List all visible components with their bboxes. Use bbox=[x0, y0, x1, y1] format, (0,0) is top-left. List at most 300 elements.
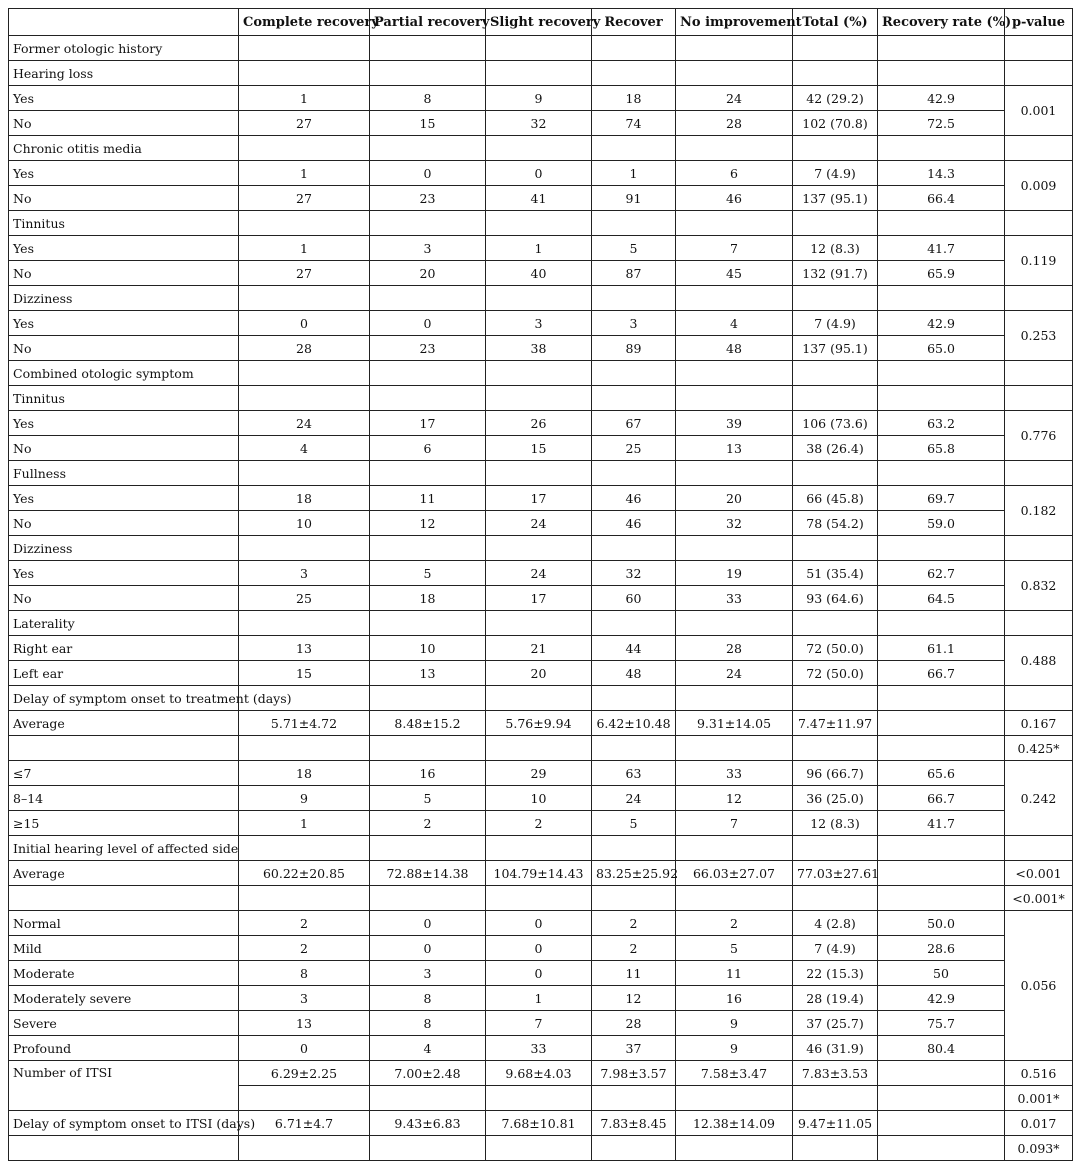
cell: 12 (8.3) bbox=[793, 236, 878, 261]
table-row bbox=[9, 586, 1073, 611]
cell: 41.7 bbox=[878, 236, 1005, 261]
cell: 18 bbox=[592, 86, 676, 111]
row-label: Yes bbox=[9, 561, 239, 586]
cell: 62.7 bbox=[878, 561, 1005, 586]
cell: 26 bbox=[486, 411, 592, 436]
row-label: Severe bbox=[9, 1011, 239, 1036]
row-label: No bbox=[9, 336, 239, 361]
cell: 27 bbox=[239, 261, 370, 286]
cell: 67 bbox=[592, 411, 676, 436]
table-row bbox=[9, 711, 1073, 736]
cell: 44 bbox=[592, 636, 676, 661]
cell: 72.88±14.38 bbox=[370, 861, 486, 886]
row-label: Right ear bbox=[9, 636, 239, 661]
p-value-cell: 0.242 bbox=[1005, 761, 1073, 836]
cell: 11 bbox=[592, 961, 676, 986]
cell: 1 bbox=[239, 161, 370, 186]
p-value-cell: <0.001 bbox=[1005, 861, 1073, 886]
cell: 20 bbox=[486, 661, 592, 686]
cell: 36 (25.0) bbox=[793, 786, 878, 811]
cell: 18 bbox=[239, 761, 370, 786]
cell: 3 bbox=[370, 236, 486, 261]
cell: 42.9 bbox=[878, 311, 1005, 336]
cell: 2 bbox=[239, 936, 370, 961]
cell: 50.0 bbox=[878, 911, 1005, 936]
cell: 3 bbox=[486, 311, 592, 336]
table-row bbox=[9, 636, 1073, 661]
header-blank bbox=[9, 9, 239, 36]
cell: 102 (70.8) bbox=[793, 111, 878, 136]
cell: 61.1 bbox=[878, 636, 1005, 661]
p-value-cell: 0.167 bbox=[1005, 711, 1073, 736]
cell: 37 (25.7) bbox=[793, 1011, 878, 1036]
cell: 17 bbox=[486, 586, 592, 611]
p-value-cell: 0.093* bbox=[1005, 1136, 1073, 1161]
table-row bbox=[9, 1061, 1073, 1086]
cell: 24 bbox=[676, 661, 793, 686]
p-value-cell: 0.425* bbox=[1005, 736, 1073, 761]
cell: 40 bbox=[486, 261, 592, 286]
cell: 0 bbox=[370, 911, 486, 936]
cell: 13 bbox=[370, 661, 486, 686]
cell: 2 bbox=[592, 936, 676, 961]
cell: 45 bbox=[676, 261, 793, 286]
cell: 4 bbox=[239, 436, 370, 461]
row-label: Mild bbox=[9, 936, 239, 961]
cell: 0 bbox=[239, 311, 370, 336]
cell: 23 bbox=[370, 186, 486, 211]
group-label: Tinnitus bbox=[9, 211, 239, 236]
cell: 8 bbox=[370, 986, 486, 1011]
cell: 6 bbox=[370, 436, 486, 461]
cell: 72 (50.0) bbox=[793, 661, 878, 686]
section-label: Former otologic history bbox=[9, 36, 239, 61]
cell: 69.7 bbox=[878, 486, 1005, 511]
cell: 8 bbox=[370, 1011, 486, 1036]
cell: 50 bbox=[878, 961, 1005, 986]
cell: 7.58±3.47 bbox=[676, 1061, 793, 1086]
cell: 20 bbox=[676, 486, 793, 511]
cell: 16 bbox=[370, 761, 486, 786]
group-label: Dizziness bbox=[9, 536, 239, 561]
cell: 63 bbox=[592, 761, 676, 786]
cell: 48 bbox=[676, 336, 793, 361]
cell: 25 bbox=[592, 436, 676, 461]
table-row bbox=[9, 861, 1073, 886]
cell bbox=[878, 711, 1005, 736]
table-row bbox=[9, 261, 1073, 286]
cell: 13 bbox=[239, 1011, 370, 1036]
cell: 59.0 bbox=[878, 511, 1005, 536]
row-label: 8–14 bbox=[9, 786, 239, 811]
cell: 41 bbox=[486, 186, 592, 211]
cell: 7.47±11.97 bbox=[793, 711, 878, 736]
p-value-cell: 0.009 bbox=[1005, 161, 1073, 211]
header-partial-recovery: Partial recovery bbox=[370, 9, 486, 36]
row-label: No bbox=[9, 586, 239, 611]
cell: 10 bbox=[239, 511, 370, 536]
p-value-cell: 0.253 bbox=[1005, 311, 1073, 361]
row-label: Average bbox=[9, 861, 239, 886]
p-value-cell: 0.001* bbox=[1005, 1086, 1073, 1111]
cell: 74 bbox=[592, 111, 676, 136]
group-row bbox=[9, 61, 1073, 86]
cell: 28 bbox=[239, 336, 370, 361]
cell: 15 bbox=[370, 111, 486, 136]
cell: 9 bbox=[486, 86, 592, 111]
cell: 5.76±9.94 bbox=[486, 711, 592, 736]
cell: 4 bbox=[370, 1036, 486, 1061]
cell: 41.7 bbox=[878, 811, 1005, 836]
cell: 2 bbox=[592, 911, 676, 936]
header-no-improvement: No improvement bbox=[676, 9, 793, 36]
table-row bbox=[9, 511, 1073, 536]
cell: 0 bbox=[239, 1036, 370, 1061]
cell: 7.83±3.53 bbox=[793, 1061, 878, 1086]
cell: 60.22±20.85 bbox=[239, 861, 370, 886]
cell: 93 (64.6) bbox=[793, 586, 878, 611]
cell: 3 bbox=[370, 961, 486, 986]
group-row bbox=[9, 211, 1073, 236]
cell: 0 bbox=[370, 936, 486, 961]
cell: 5.71±4.72 bbox=[239, 711, 370, 736]
p-value-cell: <0.001* bbox=[1005, 886, 1073, 911]
cell: 7 (4.9) bbox=[793, 936, 878, 961]
table-row bbox=[9, 311, 1073, 336]
cell: 15 bbox=[239, 661, 370, 686]
row-label: Yes bbox=[9, 311, 239, 336]
cell: 51 (35.4) bbox=[793, 561, 878, 586]
cell: 0 bbox=[486, 961, 592, 986]
table-row bbox=[9, 161, 1073, 186]
cell: 60 bbox=[592, 586, 676, 611]
cell: 72 (50.0) bbox=[793, 636, 878, 661]
cell: 6.42±10.48 bbox=[592, 711, 676, 736]
cell: 137 (95.1) bbox=[793, 336, 878, 361]
cell: 75.7 bbox=[878, 1011, 1005, 1036]
cell: 9.31±14.05 bbox=[676, 711, 793, 736]
cell bbox=[878, 861, 1005, 886]
group-label: Fullness bbox=[9, 461, 239, 486]
cell: 5 bbox=[592, 811, 676, 836]
cell bbox=[878, 1061, 1005, 1086]
cell: 9 bbox=[676, 1036, 793, 1061]
cell: 1 bbox=[486, 236, 592, 261]
cell: 15 bbox=[486, 436, 592, 461]
row-label: Yes bbox=[9, 411, 239, 436]
cell: 7 (4.9) bbox=[793, 161, 878, 186]
cell: 33 bbox=[676, 761, 793, 786]
p-value-cell: 0.056 bbox=[1005, 911, 1073, 1061]
section-label: Delay of symptom onset to treatment (days) bbox=[9, 686, 239, 711]
cell: 0 bbox=[486, 161, 592, 186]
cell: 24 bbox=[592, 786, 676, 811]
cell: 9 bbox=[239, 786, 370, 811]
row-label: Moderate bbox=[9, 961, 239, 986]
row-label: Average bbox=[9, 711, 239, 736]
cell: 5 bbox=[592, 236, 676, 261]
cell: 25 bbox=[239, 586, 370, 611]
cell: 16 bbox=[676, 986, 793, 1011]
row-label: Yes bbox=[9, 161, 239, 186]
table-row bbox=[9, 1036, 1073, 1061]
cell: 42 (29.2) bbox=[793, 86, 878, 111]
section-label: Combined otologic symptom bbox=[9, 361, 239, 386]
cell: 32 bbox=[486, 111, 592, 136]
header-row bbox=[9, 9, 1073, 36]
cell: 29 bbox=[486, 761, 592, 786]
table-row bbox=[9, 661, 1073, 686]
cell: 13 bbox=[239, 636, 370, 661]
cell: 39 bbox=[676, 411, 793, 436]
row-label: Yes bbox=[9, 86, 239, 111]
cell: 1 bbox=[239, 86, 370, 111]
header-slight-recovery: Slight recovery bbox=[486, 9, 592, 36]
cell: 65.9 bbox=[878, 261, 1005, 286]
table-row bbox=[9, 561, 1073, 586]
cell: 9.47±11.05 bbox=[793, 1111, 878, 1136]
cell: 7.68±10.81 bbox=[486, 1111, 592, 1136]
p-value-cell: 0.017 bbox=[1005, 1111, 1073, 1136]
row-label: Delay of symptom onset to ITSI (days) bbox=[9, 1111, 239, 1136]
cell: 24 bbox=[676, 86, 793, 111]
cell: 28 (19.4) bbox=[793, 986, 878, 1011]
section-label: Initial hearing level of affected side bbox=[9, 836, 239, 861]
cell: 4 bbox=[676, 311, 793, 336]
cell: 65.0 bbox=[878, 336, 1005, 361]
cell: 46 bbox=[676, 186, 793, 211]
cell: 12 bbox=[676, 786, 793, 811]
cell: 78 (54.2) bbox=[793, 511, 878, 536]
cell: 10 bbox=[370, 636, 486, 661]
cell: 46 bbox=[592, 486, 676, 511]
cell bbox=[878, 1111, 1005, 1136]
cell: 18 bbox=[239, 486, 370, 511]
cell: 38 (26.4) bbox=[793, 436, 878, 461]
row-label: No bbox=[9, 186, 239, 211]
group-row bbox=[9, 461, 1073, 486]
section-row bbox=[9, 611, 1073, 636]
row-label: Yes bbox=[9, 486, 239, 511]
section-row bbox=[9, 36, 1073, 61]
p-value-cell: 0.119 bbox=[1005, 236, 1073, 286]
cell: 23 bbox=[370, 336, 486, 361]
cell: 106 (73.6) bbox=[793, 411, 878, 436]
group-row bbox=[9, 136, 1073, 161]
cell: 132 (91.7) bbox=[793, 261, 878, 286]
row-label: No bbox=[9, 261, 239, 286]
table-row bbox=[9, 886, 1073, 911]
row-label: Number of ITSI bbox=[9, 1061, 239, 1111]
row-label: No bbox=[9, 436, 239, 461]
cell: 12 (8.3) bbox=[793, 811, 878, 836]
clinical-data-table bbox=[8, 8, 1073, 1161]
group-label: Hearing loss bbox=[9, 61, 239, 86]
table-row bbox=[9, 411, 1073, 436]
cell: 6.71±4.7 bbox=[239, 1111, 370, 1136]
cell: 66.7 bbox=[878, 786, 1005, 811]
cell: 4 (2.8) bbox=[793, 911, 878, 936]
cell: 66.03±27.07 bbox=[676, 861, 793, 886]
cell: 17 bbox=[486, 486, 592, 511]
cell: 66.4 bbox=[878, 186, 1005, 211]
cell: 17 bbox=[370, 411, 486, 436]
row-label: ≤7 bbox=[9, 761, 239, 786]
cell: 96 (66.7) bbox=[793, 761, 878, 786]
p-value-cell: 0.001 bbox=[1005, 86, 1073, 136]
p-value-cell: 0.516 bbox=[1005, 1061, 1073, 1086]
p-value-cell: 0.776 bbox=[1005, 411, 1073, 461]
group-label: Dizziness bbox=[9, 286, 239, 311]
cell: 7 bbox=[676, 811, 793, 836]
cell: 8.48±15.2 bbox=[370, 711, 486, 736]
cell: 9.43±6.83 bbox=[370, 1111, 486, 1136]
cell: 37 bbox=[592, 1036, 676, 1061]
cell: 77.03±27.61 bbox=[793, 861, 878, 886]
table-row bbox=[9, 961, 1073, 986]
cell: 65.6 bbox=[878, 761, 1005, 786]
cell: 18 bbox=[370, 586, 486, 611]
cell: 28 bbox=[676, 636, 793, 661]
table-row bbox=[9, 786, 1073, 811]
cell: 2 bbox=[676, 911, 793, 936]
cell: 7.98±3.57 bbox=[592, 1061, 676, 1086]
cell: 2 bbox=[370, 811, 486, 836]
cell: 46 (31.9) bbox=[793, 1036, 878, 1061]
header-p-value: p-value bbox=[1005, 9, 1073, 36]
cell: 7.00±2.48 bbox=[370, 1061, 486, 1086]
table-row bbox=[9, 761, 1073, 786]
cell: 24 bbox=[239, 411, 370, 436]
header-complete-recovery: Complete recovery bbox=[239, 9, 370, 36]
table-row bbox=[9, 936, 1073, 961]
cell: 9 bbox=[676, 1011, 793, 1036]
cell: 63.2 bbox=[878, 411, 1005, 436]
p-value-cell: 0.832 bbox=[1005, 561, 1073, 611]
p-value-cell: 0.182 bbox=[1005, 486, 1073, 536]
cell: 5 bbox=[370, 561, 486, 586]
cell: 1 bbox=[592, 161, 676, 186]
cell: 12 bbox=[592, 986, 676, 1011]
cell: 13 bbox=[676, 436, 793, 461]
cell: 33 bbox=[676, 586, 793, 611]
cell: 7 (4.9) bbox=[793, 311, 878, 336]
header-total: Total (%) bbox=[793, 9, 878, 36]
cell: 104.79±14.43 bbox=[486, 861, 592, 886]
group-label: Tinnitus bbox=[9, 386, 239, 411]
cell: 0 bbox=[370, 311, 486, 336]
cell: 28 bbox=[592, 1011, 676, 1036]
cell: 7.83±8.45 bbox=[592, 1111, 676, 1136]
cell: 83.25±25.92 bbox=[592, 861, 676, 886]
cell: 0 bbox=[486, 936, 592, 961]
cell: 19 bbox=[676, 561, 793, 586]
table-row bbox=[9, 436, 1073, 461]
cell: 27 bbox=[239, 111, 370, 136]
group-label: Chronic otitis media bbox=[9, 136, 239, 161]
table-row bbox=[9, 736, 1073, 761]
cell: 12.38±14.09 bbox=[676, 1111, 793, 1136]
cell: 22 (15.3) bbox=[793, 961, 878, 986]
cell: 66 (45.8) bbox=[793, 486, 878, 511]
header-recovery-rate: Recovery rate (%) bbox=[878, 9, 1005, 36]
cell: 66.7 bbox=[878, 661, 1005, 686]
cell: 3 bbox=[239, 561, 370, 586]
p-value-cell: 0.488 bbox=[1005, 636, 1073, 686]
row-label: Yes bbox=[9, 236, 239, 261]
cell: 1 bbox=[239, 811, 370, 836]
table-row bbox=[9, 236, 1073, 261]
cell: 3 bbox=[592, 311, 676, 336]
table-row bbox=[9, 186, 1073, 211]
cell: 33 bbox=[486, 1036, 592, 1061]
section-row bbox=[9, 361, 1073, 386]
cell: 5 bbox=[370, 786, 486, 811]
group-row bbox=[9, 286, 1073, 311]
table-row bbox=[9, 486, 1073, 511]
cell: 42.9 bbox=[878, 86, 1005, 111]
cell: 20 bbox=[370, 261, 486, 286]
table-row bbox=[9, 1136, 1073, 1161]
cell: 7 bbox=[486, 1011, 592, 1036]
row-label: Normal bbox=[9, 911, 239, 936]
cell: 137 (95.1) bbox=[793, 186, 878, 211]
header-recover: Recover bbox=[592, 9, 676, 36]
table-row bbox=[9, 911, 1073, 936]
cell: 91 bbox=[592, 186, 676, 211]
cell: 38 bbox=[486, 336, 592, 361]
cell: 8 bbox=[370, 86, 486, 111]
section-label: Laterality bbox=[9, 611, 239, 636]
cell: 32 bbox=[592, 561, 676, 586]
cell: 32 bbox=[676, 511, 793, 536]
group-row bbox=[9, 536, 1073, 561]
cell: 10 bbox=[486, 786, 592, 811]
cell: 8 bbox=[239, 961, 370, 986]
cell: 27 bbox=[239, 186, 370, 211]
cell: 64.5 bbox=[878, 586, 1005, 611]
cell: 2 bbox=[486, 811, 592, 836]
group-row bbox=[9, 386, 1073, 411]
cell: 21 bbox=[486, 636, 592, 661]
table-row bbox=[9, 336, 1073, 361]
row-label: No bbox=[9, 111, 239, 136]
cell: 87 bbox=[592, 261, 676, 286]
cell: 42.9 bbox=[878, 986, 1005, 1011]
table-row bbox=[9, 986, 1073, 1011]
section-row bbox=[9, 686, 1073, 711]
cell: 11 bbox=[676, 961, 793, 986]
row-label: Moderately severe bbox=[9, 986, 239, 1011]
cell: 24 bbox=[486, 561, 592, 586]
table-row bbox=[9, 811, 1073, 836]
table-row bbox=[9, 111, 1073, 136]
table-row bbox=[9, 1011, 1073, 1036]
cell: 89 bbox=[592, 336, 676, 361]
cell: 11 bbox=[370, 486, 486, 511]
cell: 46 bbox=[592, 511, 676, 536]
cell: 65.8 bbox=[878, 436, 1005, 461]
cell: 1 bbox=[486, 986, 592, 1011]
cell: 6.29±2.25 bbox=[239, 1061, 370, 1086]
cell: 14.3 bbox=[878, 161, 1005, 186]
row-label: No bbox=[9, 511, 239, 536]
table-row bbox=[9, 1111, 1073, 1136]
cell: 28 bbox=[676, 111, 793, 136]
cell: 0 bbox=[370, 161, 486, 186]
cell: 7 bbox=[676, 236, 793, 261]
row-label: ≥15 bbox=[9, 811, 239, 836]
